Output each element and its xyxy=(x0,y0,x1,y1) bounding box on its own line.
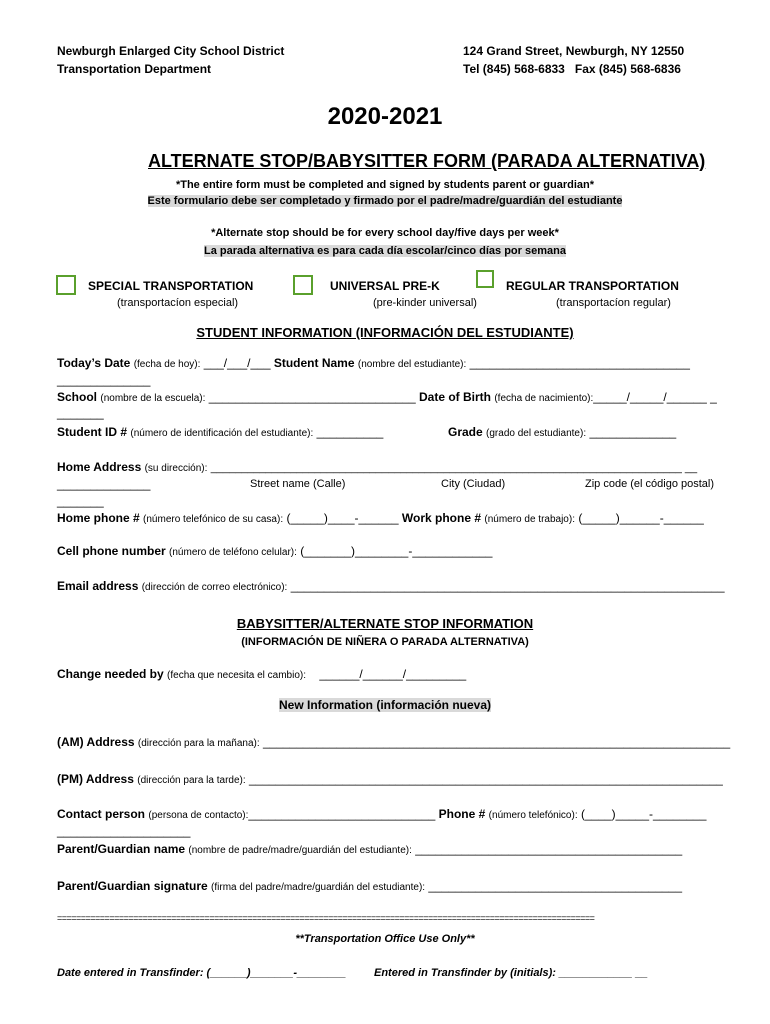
babysitter-section-heading: BABYSITTER/ALTERNATE STOP INFORMATION xyxy=(236,616,534,631)
pm-address-label-es: (dirección para la tarde): xyxy=(137,775,246,786)
dob-label-es: (fecha de nacimiento): xyxy=(494,393,594,404)
work-phone-field[interactable]: (_____)______-______ xyxy=(578,511,704,525)
home-phone-field[interactable]: (_____)____-______ xyxy=(286,511,399,525)
am-address-label-es: (dirección para la mañana): xyxy=(137,738,260,749)
note2-spanish-wrap xyxy=(0,245,770,257)
street-hint: Street name (Calle) xyxy=(250,478,346,490)
student-id-label: Student ID # xyxy=(57,425,128,439)
guardian-signature-row xyxy=(57,879,682,893)
school-row xyxy=(57,390,717,404)
change-needed-row xyxy=(57,667,466,681)
district-phone: Tel (845) 568-6833 xyxy=(463,62,565,76)
pm-address-label: (PM) Address xyxy=(57,772,134,786)
contact-phone-label-es: (número telefónico): xyxy=(488,810,578,821)
guardian-name-field[interactable]: ________________________________________ xyxy=(415,842,683,856)
student-name-label: Student Name xyxy=(273,356,355,370)
babysitter-section-subheading: (INFORMACIÓN DE NIÑERA O PARADA ALTERNATIVA) xyxy=(241,636,529,648)
work-phone-label-es: (número de trabajo): xyxy=(484,514,575,525)
special-transportation-label: SPECIAL TRANSPORTATION xyxy=(88,279,254,293)
regular-transportation-sub: (transportacíon regular) xyxy=(556,297,671,309)
note2-spanish: La parada alternativa es para cada día escolar/cinco días por semana xyxy=(204,245,566,257)
student-id-row xyxy=(57,425,383,439)
cell-phone-field[interactable]: (_______)________-____________ xyxy=(300,544,493,558)
school-field[interactable]: _______________________________ xyxy=(208,390,416,404)
change-needed-field[interactable]: ______/______/_________ xyxy=(319,667,467,681)
universal-prek-label: UNIVERSAL PRE-K xyxy=(330,279,440,293)
note-spanish-wrap xyxy=(0,195,770,207)
universal-prek-checkbox[interactable] xyxy=(293,275,313,295)
form-title: ALTERNATE STOP/BABYSITTER FORM (PARADA ALTERNATIVA) xyxy=(148,151,706,171)
grade-label-es: (grado del estudiante): xyxy=(486,428,587,439)
email-label: Email address xyxy=(57,579,139,593)
regular-transportation-checkbox[interactable] xyxy=(476,270,494,288)
note-english: *The entire form must be completed and signed by students parent or guardian* xyxy=(175,179,595,191)
contact-row xyxy=(57,807,706,821)
student-id-field[interactable]: __________ xyxy=(316,425,384,439)
home-address-field[interactable]: _____________________________________________________________________________ __ xyxy=(210,462,698,474)
guardian-name-label-es: (nombre de padre/madre/guardián del estudiante): xyxy=(188,845,412,856)
todays-date-label: Today’s Date xyxy=(57,356,131,370)
office-use-heading: **Transportation Office Use Only** xyxy=(295,933,475,945)
home-address-label-es: (su dirección): xyxy=(144,463,208,474)
home-address-field-cont2[interactable]: _______ xyxy=(57,494,104,508)
special-transportation-sub: (transportacíon especial) xyxy=(117,297,239,309)
cell-phone-label: Cell phone number xyxy=(57,544,166,558)
school-label-es: (nombre de la escuela): xyxy=(100,393,206,404)
guardian-name-label: Parent/Guardian name xyxy=(57,842,186,856)
cell-phone-label-es: (número de teléfono celular): xyxy=(169,547,297,558)
todays-date-row xyxy=(57,356,690,370)
home-address-field-cont[interactable]: ______________ xyxy=(57,477,151,491)
phone-row xyxy=(57,511,704,525)
home-phone-label: Home phone # xyxy=(57,511,140,525)
contact-phone-field[interactable]: (____)_____-________ xyxy=(580,807,707,821)
student-name-field-cont[interactable]: ______________ xyxy=(57,373,151,387)
student-name-field[interactable]: _________________________________ xyxy=(469,356,690,370)
cell-phone-row xyxy=(57,544,492,558)
universal-prek-sub: (pre-kinder universal) xyxy=(373,297,477,309)
new-info-heading: New Information (información nueva) xyxy=(278,698,491,712)
pm-address-field[interactable]: _______________________________________________________________________ xyxy=(248,772,723,786)
contact-person-field[interactable]: ____________________________ xyxy=(248,807,436,821)
special-transportation-checkbox[interactable] xyxy=(56,275,76,295)
pm-address-row xyxy=(57,772,723,786)
guardian-signature-field[interactable]: ______________________________________ xyxy=(428,879,683,893)
regular-transportation-label: REGULAR TRANSPORTATION xyxy=(506,279,679,293)
guardian-name-row xyxy=(57,842,682,856)
zip-hint: Zip code (el código postal) xyxy=(585,478,715,490)
am-address-row xyxy=(57,735,730,749)
email-row xyxy=(57,579,725,593)
district-name: Newburgh Enlarged City School District xyxy=(57,44,285,58)
todays-date-field[interactable]: ___/___/___ xyxy=(203,356,271,370)
district-fax: Fax (845) 568-6836 xyxy=(574,62,681,76)
student-section-heading: STUDENT INFORMATION (INFORMACIÓN DEL ESTUDIANTE) xyxy=(196,325,574,340)
dob-label: Date of Birth xyxy=(419,390,491,404)
dob-field-cont[interactable]: _______ xyxy=(57,406,104,420)
school-label: School xyxy=(57,390,98,404)
change-needed-label-es: (fecha que necesita el cambio): xyxy=(167,670,306,681)
home-phone-label-es: (número telefónico de su casa): xyxy=(143,514,284,525)
district-contact xyxy=(463,62,681,76)
home-address-row xyxy=(57,460,697,474)
contact-field-cont[interactable]: ____________________ xyxy=(57,824,191,838)
am-address-label: (AM) Address xyxy=(57,735,135,749)
student-name-label-es: (nombre del estudiante): xyxy=(357,359,467,370)
guardian-signature-label-es: (firma del padre/madre/guardián del estudiante): xyxy=(211,882,426,893)
email-field[interactable]: _________________________________________________________________ xyxy=(290,579,725,593)
dob-field[interactable]: _____/_____/______ _ xyxy=(593,390,717,404)
department-name: Transportation Department xyxy=(57,62,212,76)
note2-english: *Alternate stop should be for every school day/five days per week* xyxy=(211,227,559,239)
change-needed-label: Change needed by xyxy=(57,667,164,681)
entered-by-field[interactable]: Entered in Transfinder by (initials): ____________ __ xyxy=(374,967,648,979)
school-year: 2020-2021 xyxy=(327,103,443,130)
email-label-es: (dirección de correo electrónico): xyxy=(141,582,288,593)
work-phone-label: Work phone # xyxy=(401,511,482,525)
date-entered-field[interactable]: Date entered in Transfinder: (______)_______-________ xyxy=(57,967,347,979)
district-address: 124 Grand Street, Newburgh, NY 12550 xyxy=(463,44,685,58)
contact-person-label: Contact person xyxy=(57,807,146,821)
todays-date-label-es: (fecha de hoy): xyxy=(133,359,201,370)
city-hint: City (Ciudad) xyxy=(441,478,506,490)
am-address-field[interactable]: ______________________________________________________________________ xyxy=(262,735,731,749)
note-spanish: Este formulario debe ser completado y firmado por el padre/madre/guardián del estudiante xyxy=(147,195,623,207)
home-address-label: Home Address xyxy=(57,460,142,474)
contact-person-label-es: (persona de contacto): xyxy=(148,810,249,821)
grade-label: Grade xyxy=(448,425,483,439)
grade-field[interactable]: _____________ xyxy=(589,425,677,439)
contact-phone-label: Phone # xyxy=(438,807,486,821)
grade-row xyxy=(448,425,676,439)
office-divider: ================================================================================================================= xyxy=(57,913,595,923)
new-info-wrap xyxy=(0,698,770,712)
student-id-label-es: (número de identificación del estudiante): xyxy=(130,428,314,439)
guardian-signature-label: Parent/Guardian signature xyxy=(57,879,208,893)
